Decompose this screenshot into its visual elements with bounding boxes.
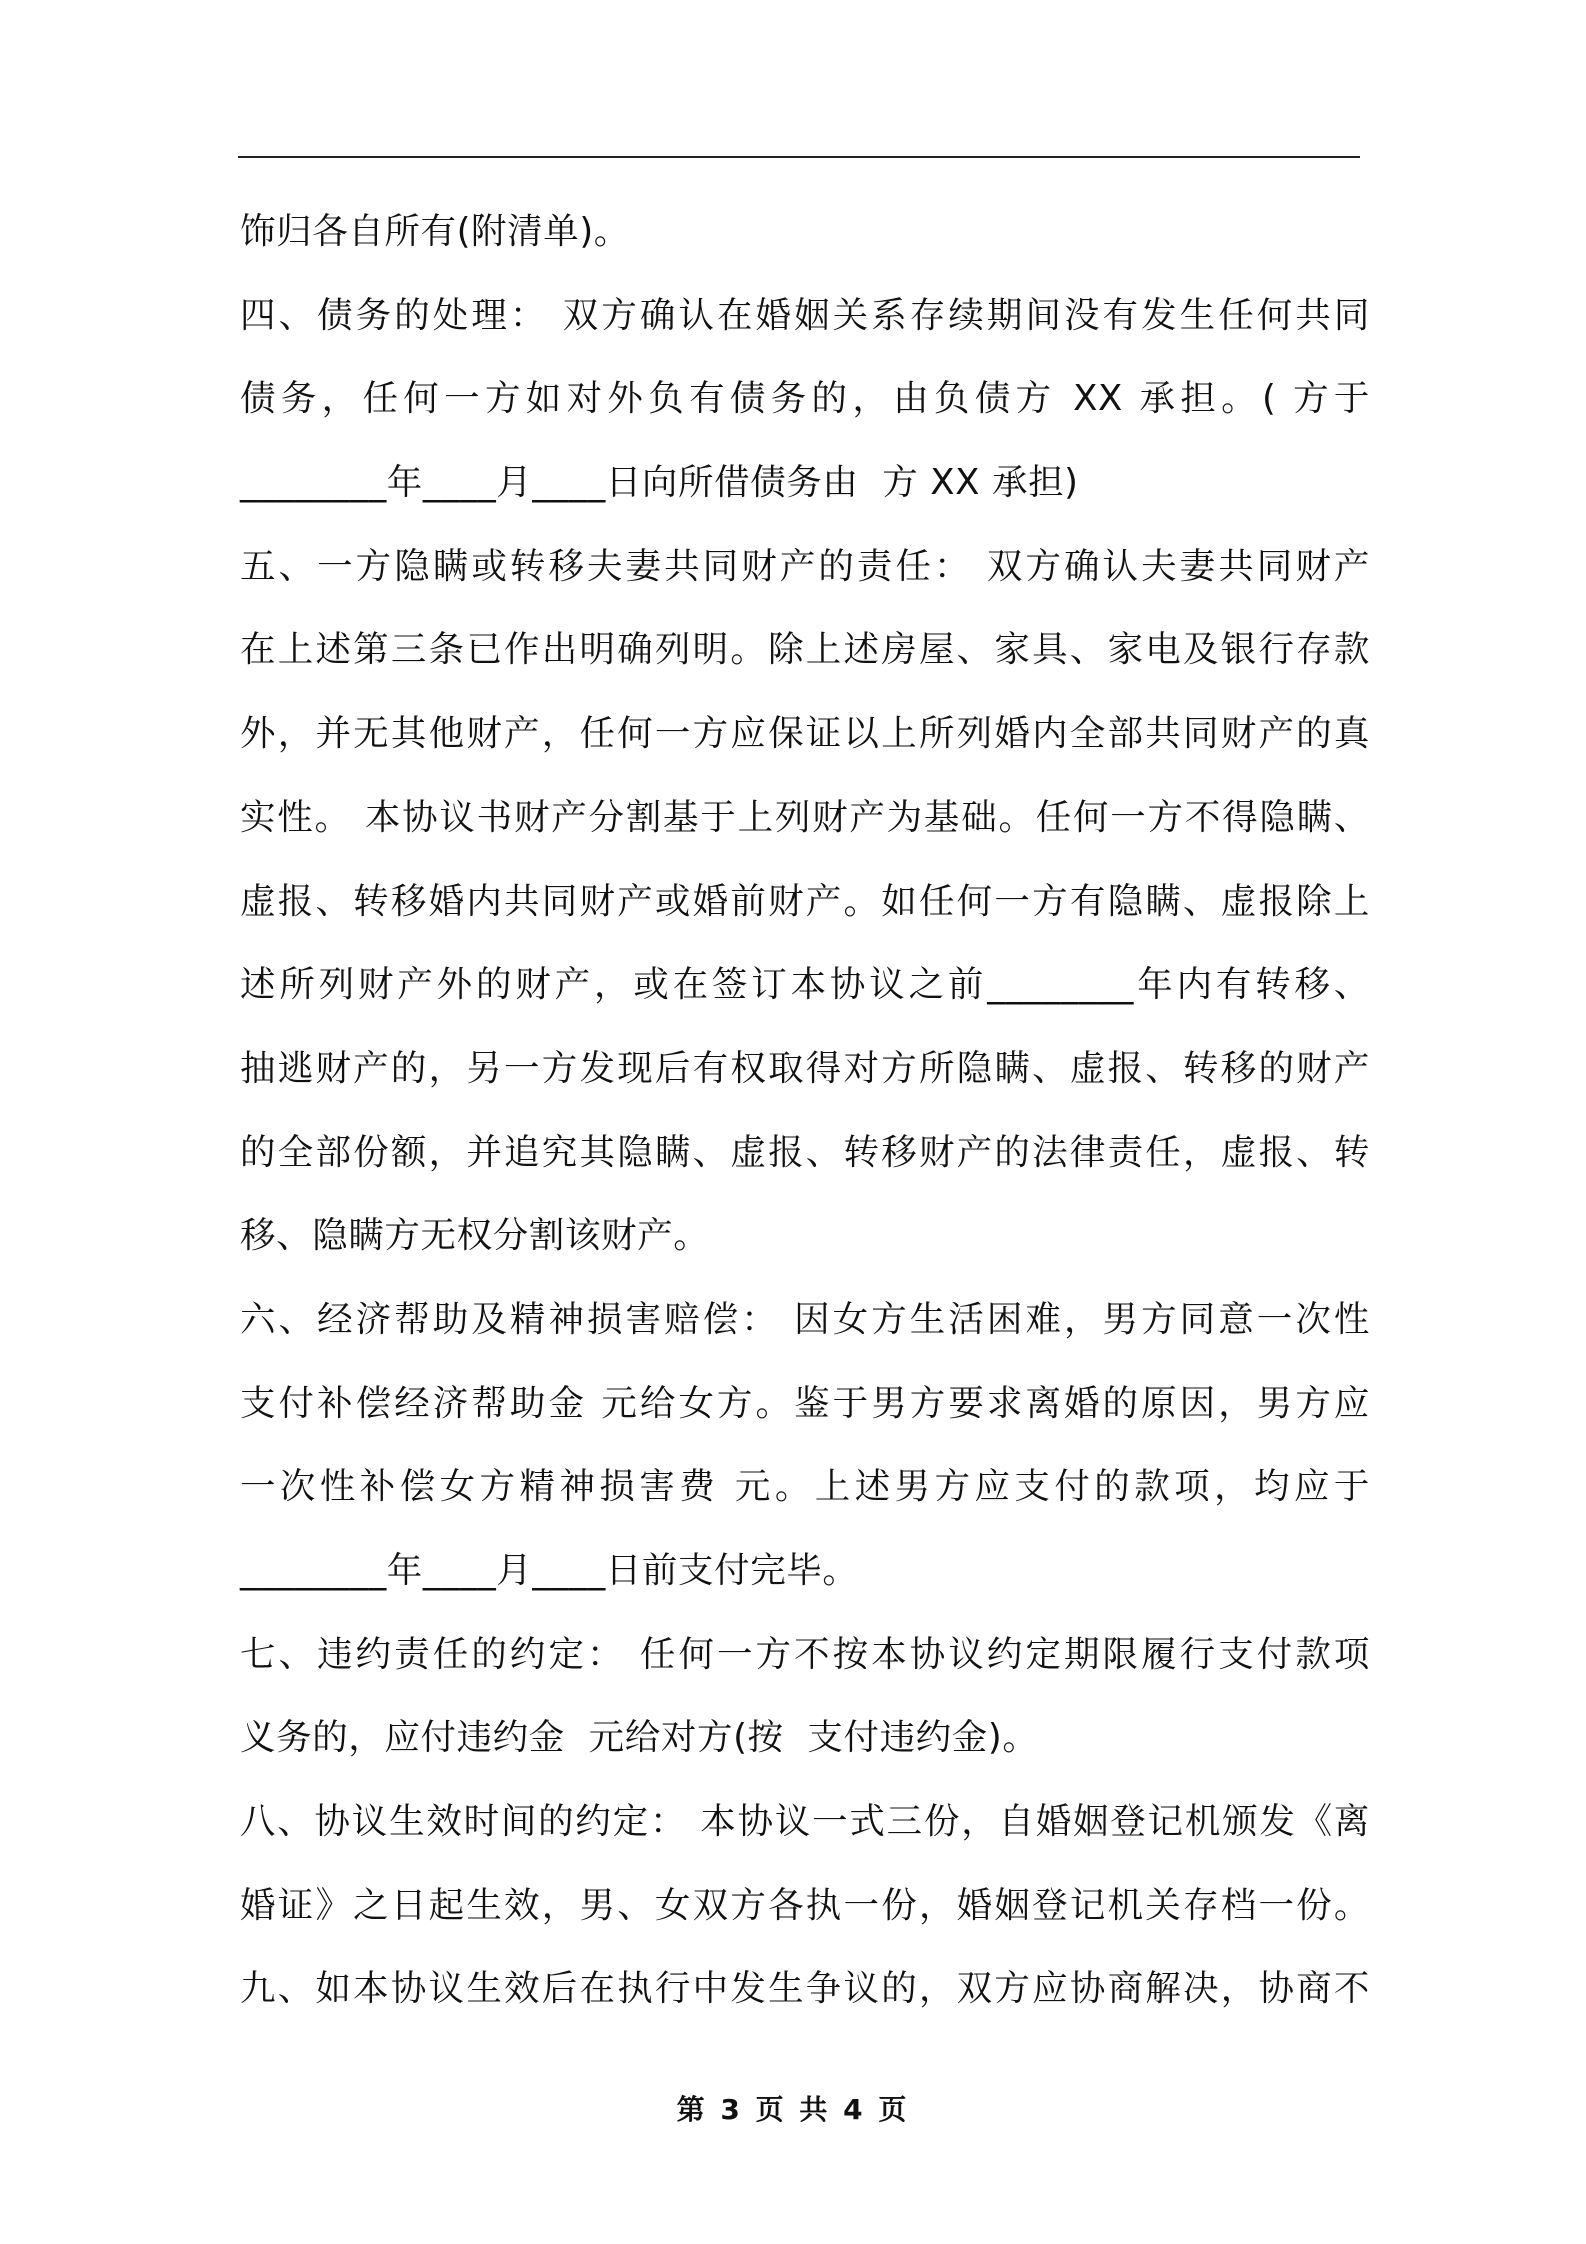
text-line: 六、经济帮助及精神损害赔偿： 因女方生活困难，男方同意一次性 (240, 1298, 1370, 1340)
text-line: 义务的，应付违约金 元给对方(按 支付违约金)。 (240, 1717, 1039, 1759)
text-line: 虚报、转移婚内共同财产或婚前财产。如任何一方有隐瞒、虚报除上 (240, 880, 1370, 922)
text-line: 在上述第三条已作出明确列明。除上述房屋、家具、家电及银行存款 (240, 629, 1370, 671)
text-line: 支付补偿经济帮助金 元给女方。鉴于男方要求离婚的原因，男方应 (240, 1382, 1370, 1424)
text-line: 九、如本协议生效后在执行中发生争议的，双方应协商解决，协商不 (240, 1968, 1370, 2010)
text-line: 婚证》之日起生效，男、女双方各执一份，婚姻登记机关存档一份。 (240, 1884, 1370, 1926)
text-line: 五、一方隐瞒或转移夫妻共同财产的责任： 双方确认夫妻共同财产 (240, 545, 1370, 587)
text-line: 外，并无其他财产，任何一方应保证以上所列婚内全部共同财产的真 (240, 713, 1370, 755)
text-line: 抽逃财产的，另一方发现后有权取得对方所隐瞒、虚报、转移的财产 (240, 1047, 1370, 1089)
text-line: 移、隐瞒方无权分割该财产。 (240, 1215, 710, 1257)
text-line: 述所列财产外的财产，或在签订本协议之前________年内有转移、 (240, 964, 1370, 1006)
text-line: 的全部份额，并追究其隐瞒、虚报、转移财产的法律责任，虚报、转 (240, 1131, 1370, 1173)
text-line: 债务，任何一方如对外负有债务的，由负债方 XX 承担。( 方于 (240, 378, 1370, 420)
text-line: 八、协议生效时间的约定： 本协议一式三份，自婚姻登记机颁发《离 (240, 1801, 1370, 1843)
text-line: 实性。 本协议书财产分割基于上列财产为基础。任何一方不得隐瞒、 (240, 796, 1370, 838)
text-line: ________年____月____日前支付完毕。 (240, 1550, 859, 1591)
page-number: 第 3 页 共 4 页 (676, 2093, 910, 2126)
text-line: 七、违约责任的约定： 任何一方不按本协议约定期限履行支付款项 (240, 1633, 1370, 1675)
text-line: ________年____月____日向所借债务由 方 XX 承担) (240, 462, 1079, 504)
text-line: 饰归各自所有(附清单)。 (240, 211, 630, 252)
document-body (240, 190, 1370, 2031)
header-rule (238, 156, 1360, 158)
text-line: 四、债务的处理： 双方确认在婚姻关系存续期间没有发生任何共同 (240, 294, 1370, 336)
text-line: 一次性补偿女方精神损害费 元。上述男方应支付的款项，均应于 (240, 1466, 1370, 1508)
